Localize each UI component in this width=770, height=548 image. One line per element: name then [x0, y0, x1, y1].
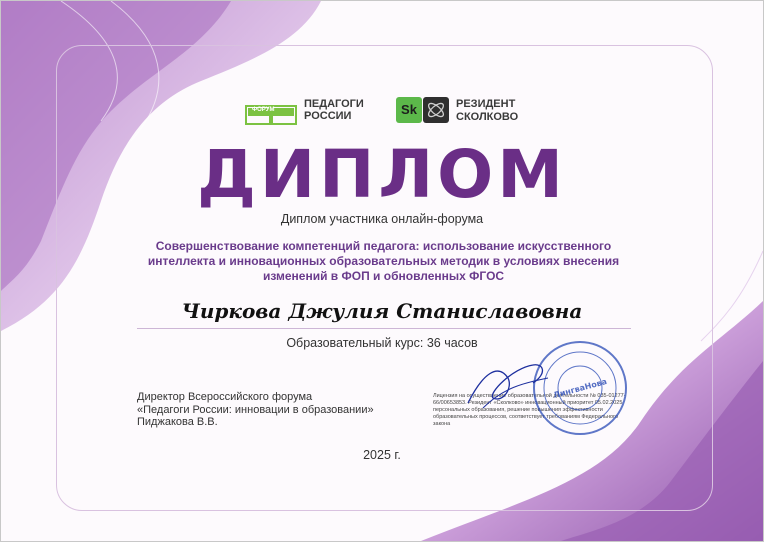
- skolkovo-logo: [396, 97, 536, 127]
- sk-mark: Sk: [396, 97, 422, 123]
- forum-logo-text: [304, 98, 364, 122]
- forum-line-2: ПЕДАГОГИ: [304, 98, 364, 110]
- forum-name: «Педагоги России: инновации в образовании»: [137, 403, 374, 416]
- director-title: Директор Всероссийского форума: [137, 391, 313, 403]
- issue-year: 2025 г.: [363, 448, 401, 462]
- forum-line-3: РОССИИ: [304, 110, 352, 122]
- diploma-subtitle: Диплом участника онлайн-форума: [280, 212, 484, 226]
- recipient-name: Чиркова Джулия Станиславовна: [181, 299, 583, 323]
- sk-atom-icon: [423, 97, 449, 123]
- director-name: Пиджакова В.В.: [137, 416, 218, 428]
- open-book-icon: [244, 100, 298, 126]
- skolkovo-logo-text: [456, 98, 518, 124]
- director-block: [137, 391, 374, 429]
- sk-line-1: РЕЗИДЕНТ: [456, 98, 516, 110]
- course-hours: Образовательный курс: 36 часов: [286, 336, 478, 350]
- forum-badge-text: ФОРУМ: [252, 107, 275, 113]
- sk-line-2: СКОЛКОВО: [456, 111, 519, 123]
- diploma-title: ДИПЛОМ: [197, 136, 567, 213]
- name-underline: [137, 328, 631, 329]
- forum-logo: [244, 97, 369, 127]
- logos-row: [244, 97, 544, 127]
- signature-icon: [463, 353, 553, 413]
- forum-topic: Совершенствование компетенций педагога: использование искусственного интеллекта и инновационных образовательных методик в условиях внесения изменений в ФОП и обновленных ФГОС: [147, 239, 620, 283]
- stamp-label: ЛингваНова: [552, 377, 608, 400]
- license-fine-print: Лицензия на осуществление образовательной деятельности № 035-01277-66/00653853. Резидент «Сколково» инновационный приоритет 05.02.2025 персональных образования, решение повышения эффективности образовательных процессов, соответствует требованиям Федерального закона: [433, 393, 626, 427]
